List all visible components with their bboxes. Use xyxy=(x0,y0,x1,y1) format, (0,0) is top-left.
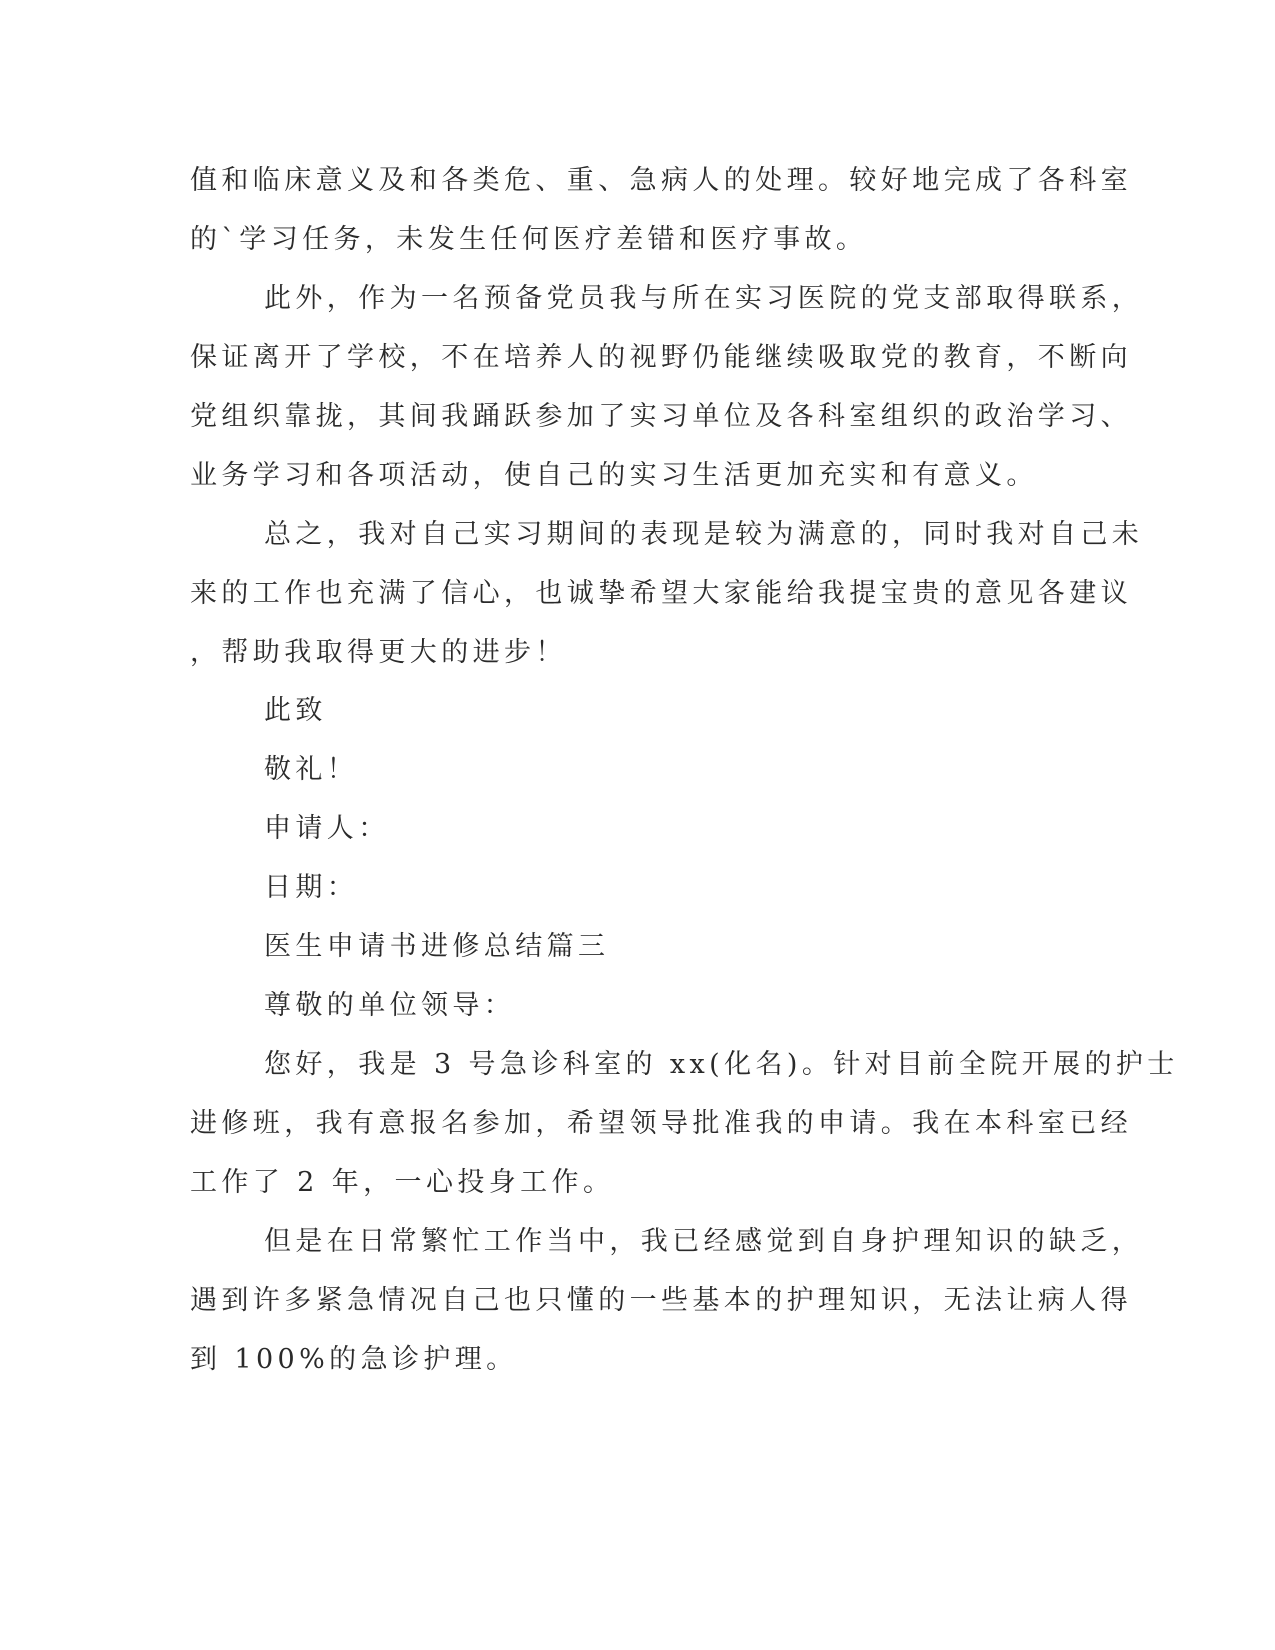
body-text-line: ，帮助我取得更大的进步！ xyxy=(190,637,567,668)
closing-salutation: 此致 xyxy=(264,695,327,726)
section-heading: 医生申请书进修总结篇三 xyxy=(264,931,610,962)
applicant-label: 申请人： xyxy=(264,813,390,844)
date-label: 日期： xyxy=(264,872,359,903)
body-text-line: 遇到许多紧急情况自己也只懂的一些基本的护理知识，无法让病人得 xyxy=(190,1285,1132,1316)
body-text-line: 进修班，我有意报名参加，希望领导批准我的申请。我在本科室已经 xyxy=(190,1108,1132,1139)
paragraph-first-line: 总之，我对自己实习期间的表现是较为满意的，同时我对自己未 xyxy=(264,519,1144,550)
body-text-line: 到 100%的急诊护理。 xyxy=(190,1344,518,1375)
paragraph-first-line: 您好，我是 3 号急诊科室的 xx(化名)。针对目前全院开展的护士 xyxy=(264,1049,1179,1080)
paragraph-first-line: 此外，作为一名预备党员我与所在实习医院的党支部取得联系， xyxy=(264,283,1144,314)
letter-greeting: 尊敬的单位领导： xyxy=(264,990,516,1021)
paragraph-first-line: 但是在日常繁忙工作当中，我已经感觉到自身护理知识的缺乏， xyxy=(264,1226,1144,1257)
body-text-line: 的`学习任务，未发生任何医疗差错和医疗事故。 xyxy=(190,224,868,255)
body-text-line: 保证离开了学校，不在培养人的视野仍能继续吸取党的教育，不断向 xyxy=(190,342,1132,373)
body-text-line: 党组织靠拢，其间我踊跃参加了实习单位及各科室组织的政治学习、 xyxy=(190,401,1132,432)
body-text-line: 工作了 2 年，一心投身工作。 xyxy=(190,1167,615,1198)
body-text-line: 业务学习和各项活动，使自己的实习生活更加充实和有意义。 xyxy=(190,460,1038,491)
body-text-line: 值和临床意义及和各类危、重、急病人的处理。较好地完成了各科室 xyxy=(190,165,1132,196)
closing-regards: 敬礼！ xyxy=(264,754,359,785)
body-text-line: 来的工作也充满了信心，也诚挚希望大家能给我提宝贵的意见各建议 xyxy=(190,578,1132,609)
